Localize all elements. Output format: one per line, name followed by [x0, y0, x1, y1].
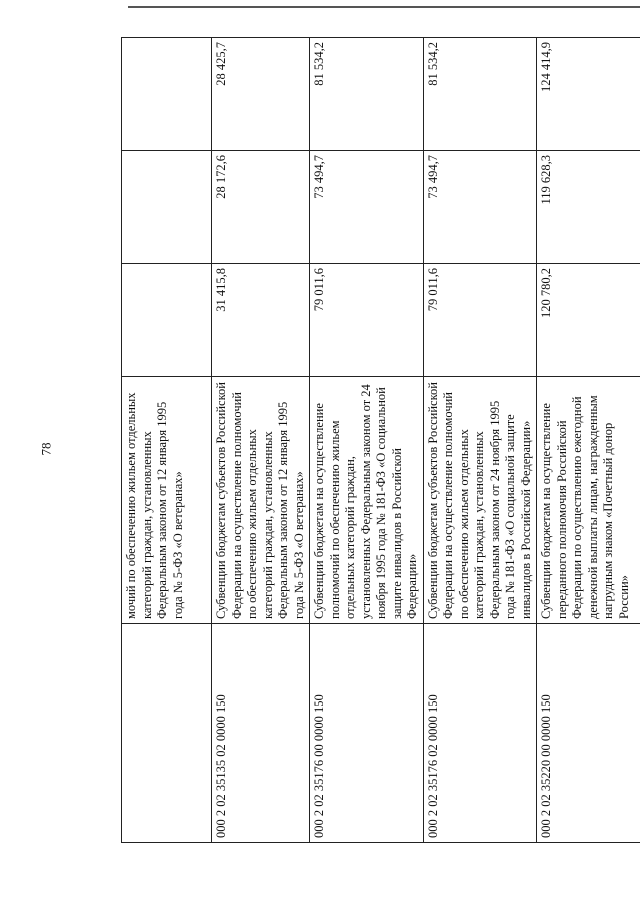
row-value-1	[122, 264, 212, 377]
row-code: 000 2 02 35176 02 0000 150	[423, 624, 537, 843]
row-name: мочий по обеспечению жильем отдельных категорий граждан, установленных Федеральным законом от 12 января 1995 года № 5-ФЗ «О ветеранах»	[122, 377, 212, 624]
row-value-3: 81 534,2	[423, 38, 537, 151]
table-row	[122, 38, 212, 843]
page-number: 78	[38, 442, 54, 456]
row-code	[122, 624, 212, 843]
table-row	[423, 38, 537, 843]
row-code: 000 2 02 35176 00 0000 150	[310, 624, 424, 843]
row-value-2: 28 172,6	[212, 151, 310, 264]
row-name: Субвенции бюджетам на осуществление переданного полномочия Российской Федерации по осуществлению ежегодной денежной выплаты лицам, награжденным нагрудным знаком «Почетный донор России»	[537, 377, 640, 624]
row-value-2: 73 494,7	[310, 151, 424, 264]
row-value-1: 31 415,8	[212, 264, 310, 377]
row-code: 000 2 02 35220 00 0000 150	[537, 624, 640, 843]
row-value-2: 73 494,7	[423, 151, 537, 264]
row-value-1: 120 780,2	[537, 264, 640, 377]
table-row	[537, 38, 640, 843]
row-value-2: 119 628,3	[537, 151, 640, 264]
row-value-3	[122, 38, 212, 151]
row-name: Субвенции бюджетам субъектов Российской Федерации на осуществление полномочий по обеспечению жильем отдельных категорий граждан, установленных Федеральным законом от 12 января 1995 года № 5-ФЗ «О ветеранах»	[212, 377, 310, 624]
table-row	[212, 38, 310, 843]
row-value-3: 81 534,2	[310, 38, 424, 151]
scan-edge-line	[128, 6, 640, 8]
row-value-3: 124 414,9	[537, 38, 640, 151]
row-name: Субвенции бюджетам на осуществление полномочий по обеспечению жильем отдельных категорий граждан, установленных Федеральным законом от 24 ноября 1995 года № 181-ФЗ «О социальной защите инвалидов в Российской Федерации»	[310, 377, 424, 624]
row-code: 000 2 02 35135 02 0000 150	[212, 624, 310, 843]
row-name: Субвенции бюджетам субъектов Российской Федерации на осуществление полномочий по обеспечению жильем отдельных категорий граждан, установленных Федеральным законом от 24 ноября 1995 года № 181-ФЗ «О социальной защите инвалидов в Российской Федерации»	[423, 377, 537, 624]
table-row	[310, 38, 424, 843]
row-value-1: 79 011,6	[310, 264, 424, 377]
row-value-2	[122, 151, 212, 264]
row-value-1: 79 011,6	[423, 264, 537, 377]
row-value-3: 28 425,7	[212, 38, 310, 151]
budget-table-container	[121, 42, 631, 843]
budget-table	[121, 37, 640, 843]
